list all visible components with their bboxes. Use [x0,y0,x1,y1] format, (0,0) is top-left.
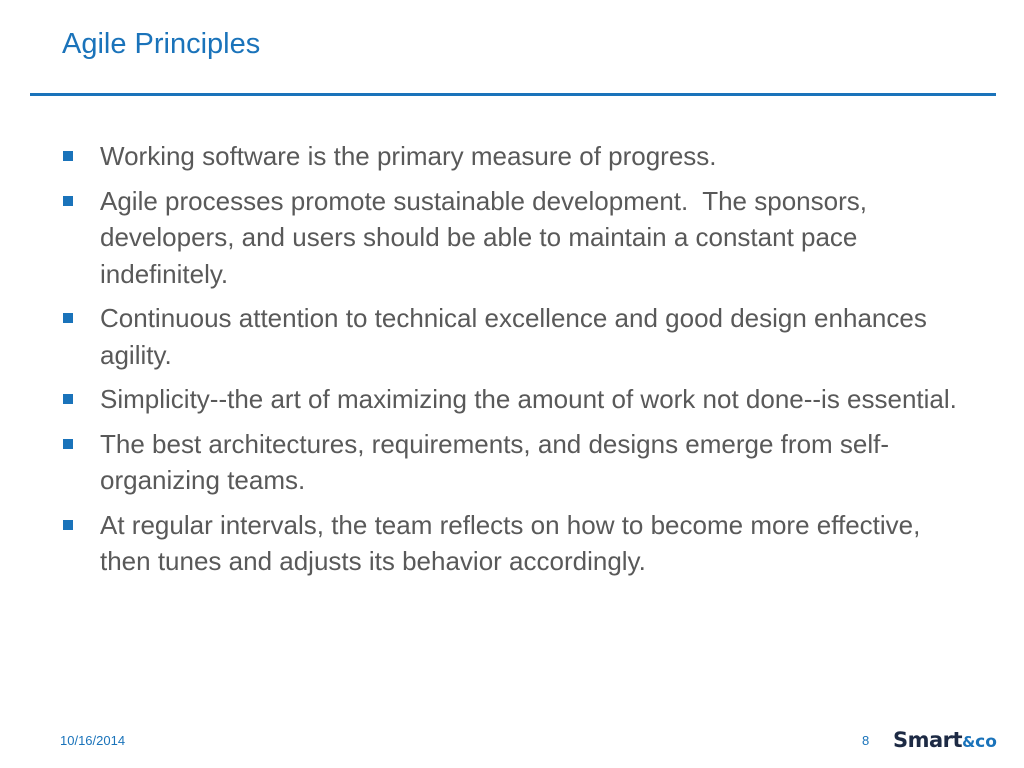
slide-title: Agile Principles [62,28,261,60]
bullet-item [62,300,962,373]
title-divider [30,93,996,96]
bullet-text: The best architectures, requirements, and designs emerge from self-organizing teams. [100,428,890,495]
square-bullet-icon [63,313,73,323]
bullet-text: Agile processes promote sustainable development. The sponsors, developers, and users should be able to maintain a constant pace indefinitely. [100,185,875,289]
bullet-item [62,381,962,418]
footer-date: 10/16/2014 [60,733,126,748]
square-bullet-icon [63,196,73,206]
bullet-list [62,138,962,588]
bullet-item [62,426,962,499]
bullet-item [62,183,962,293]
company-logo [893,728,997,752]
square-bullet-icon [63,520,73,530]
bullet-item [62,507,962,580]
bullet-item [62,138,962,175]
square-bullet-icon [63,394,73,404]
square-bullet-icon [63,151,73,161]
bullet-text: Continuous attention to technical excellence and good design enhances agility. [100,303,927,370]
bullet-text: Simplicity--the art of maximizing the amount of work not done--is essential. [100,384,957,414]
logo-text-main: Smart [893,728,963,752]
bullet-text: Working software is the primary measure of progress. [100,141,717,171]
logo-text-amp: & [962,733,976,751]
square-bullet-icon [63,439,73,449]
bullet-text: At regular intervals, the team reflects on how to become more effective, then tunes and adjusts its behavior accordingly. [100,509,921,576]
page-number: 8 [862,733,870,748]
logo-text-co: co [975,732,997,752]
